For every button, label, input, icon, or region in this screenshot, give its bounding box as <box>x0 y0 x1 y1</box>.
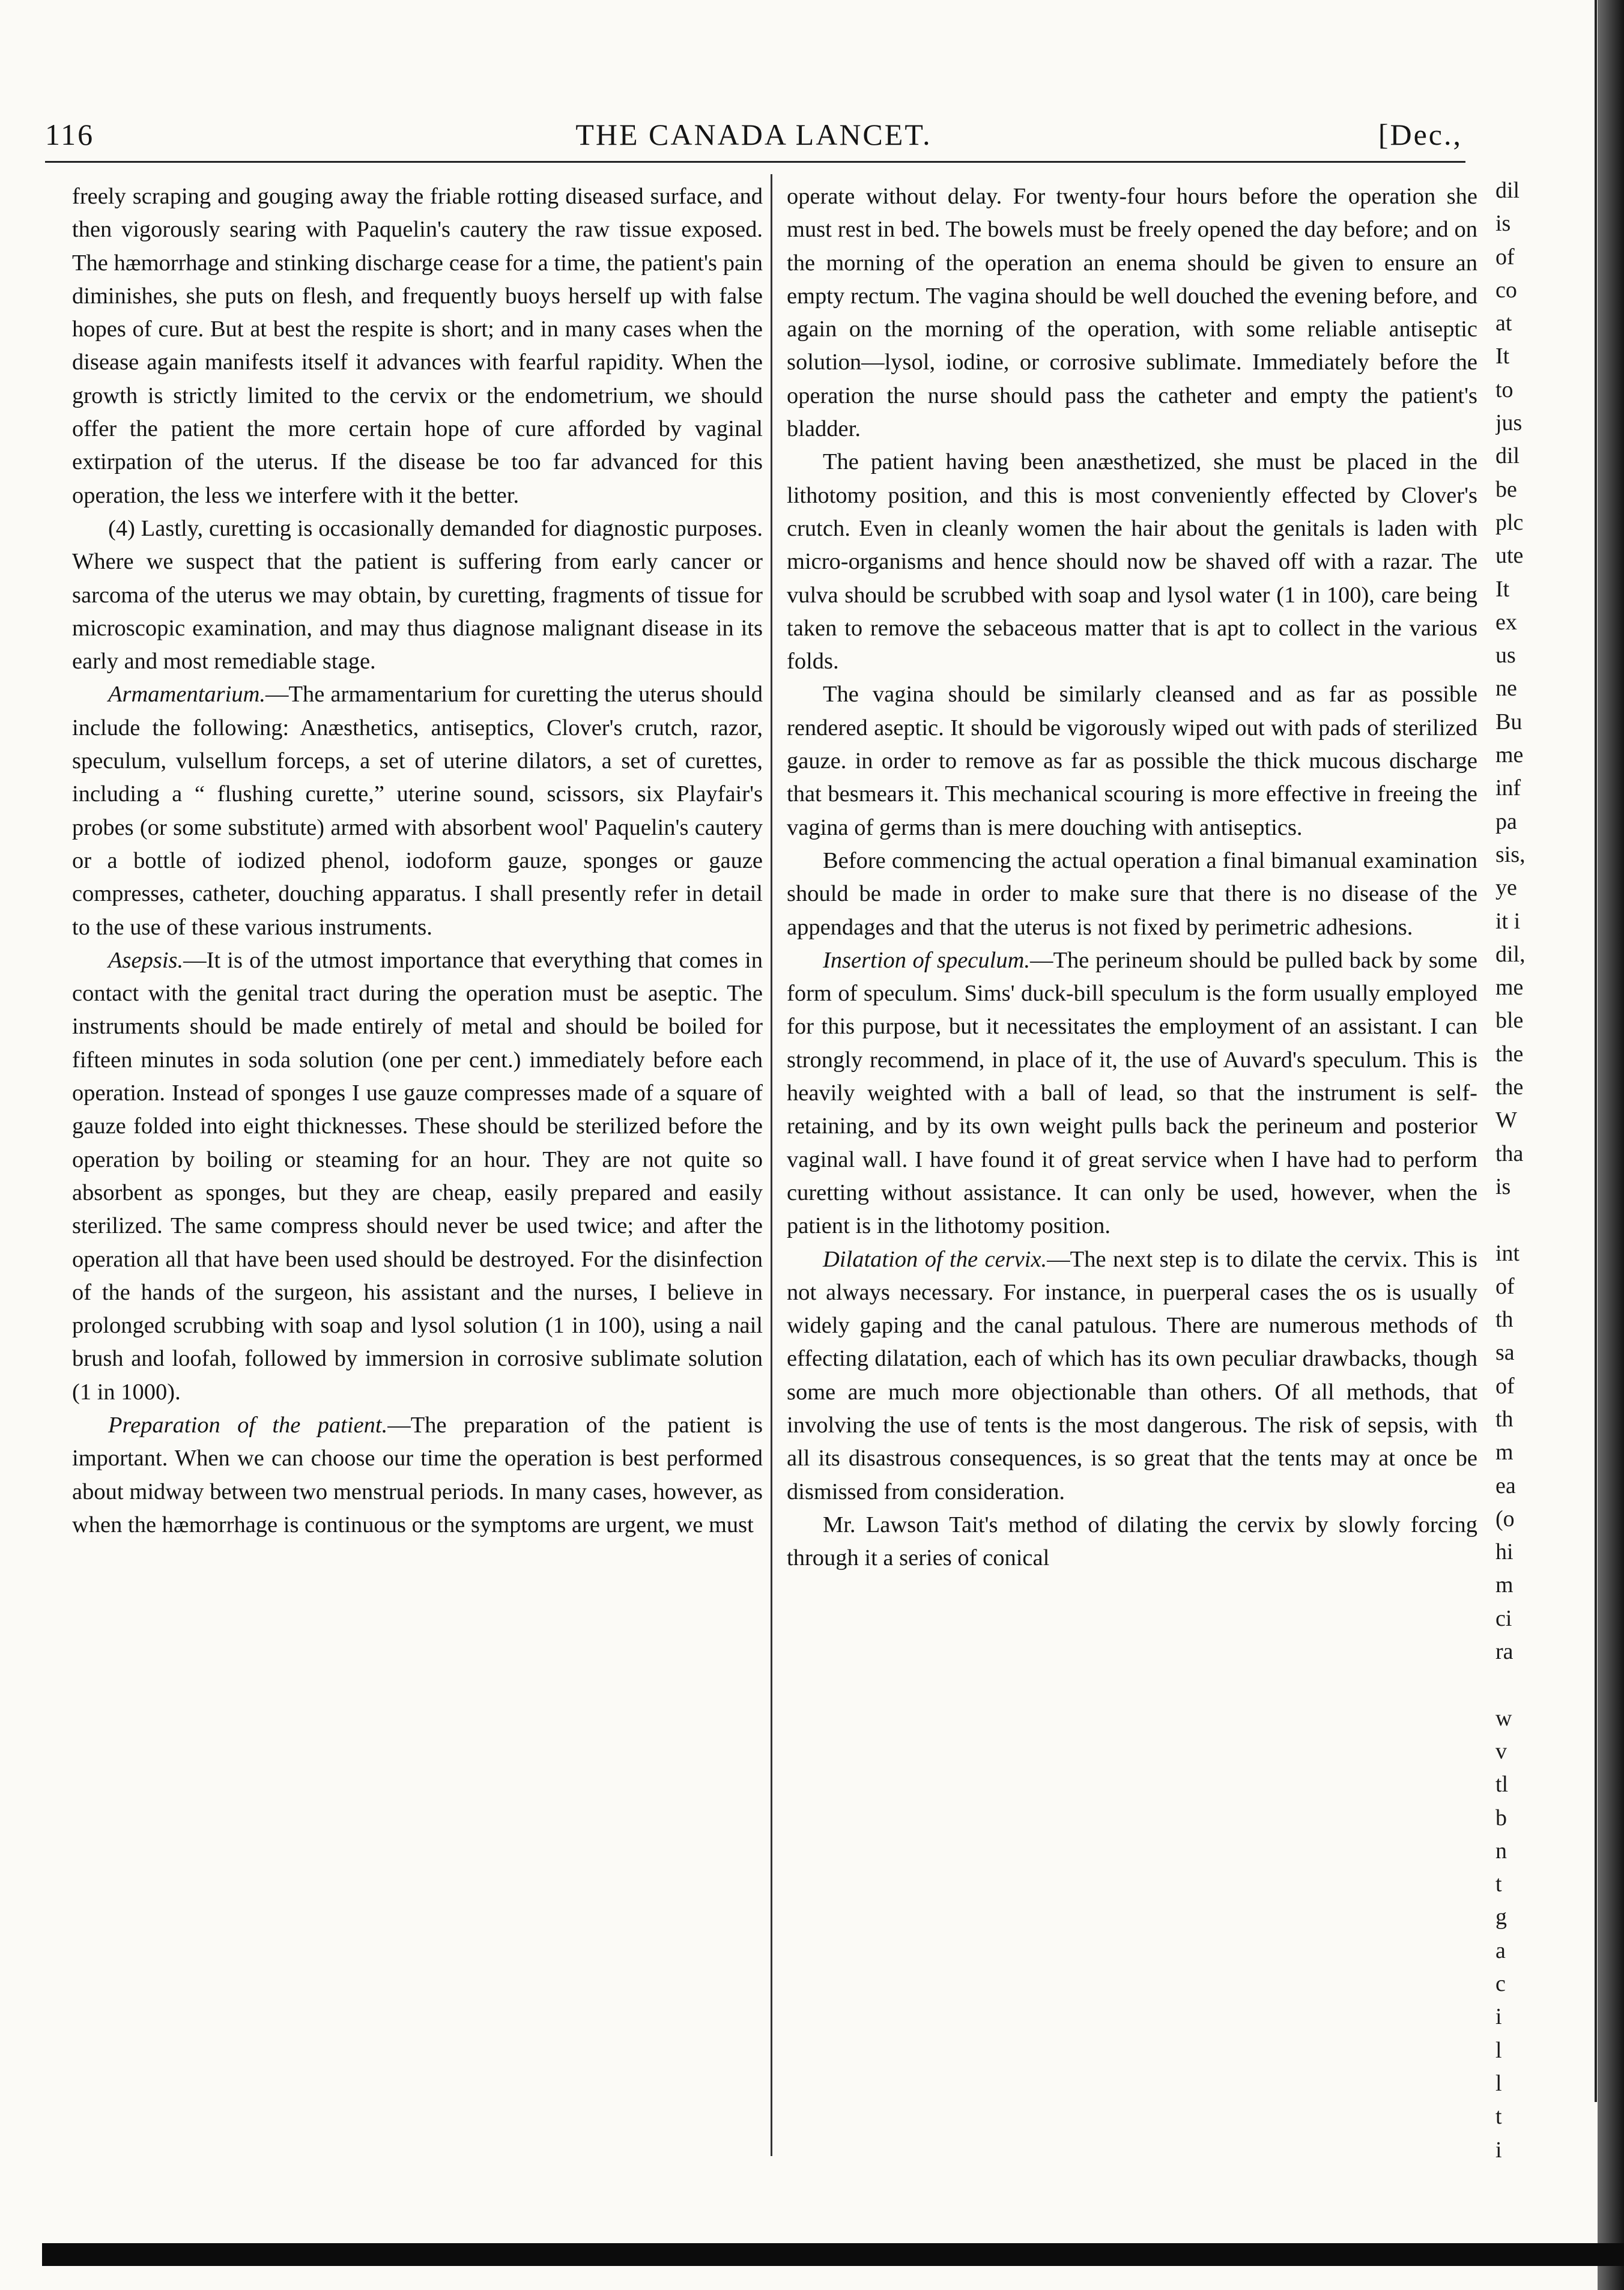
facing-page-edge <box>1495 174 1598 2167</box>
edge-fragment: me <box>1495 742 1524 768</box>
edge-fragment: i <box>1495 2137 1502 2163</box>
paragraph-text: —The next step is to dilate the cervix. This is not always necessary. For instance, in puerperal cases the os is usually widely gaping and the canal patulous. There are numerous methods of effecting dilatation, each of which has its own peculiar drawbacks, though some are much more objectionable than others. Of all methods, that involving the use of tents is the most dangerous. The risk of sepsis, with all its disastrous consequences, is so great that the tents may at once be dismissed from consideration. <box>787 1246 1477 1504</box>
edge-fragment: it i <box>1495 908 1521 934</box>
issue-date: [Dec., <box>1378 118 1462 151</box>
edge-fragment: tl <box>1495 1772 1509 1798</box>
paragraph-text: (4) Lastly, curetting is occasionally demanded for diagnostic purposes. Where we suspect that the patient is suffering from early cancer or sarcoma of the uterus we may obtain, by curetting, fragments of tissue for microscopic examination, and may thus diagnose malignant disease in its early and most remediable stage. <box>72 515 763 674</box>
journal-title: THE CANADA LANCET. <box>575 118 932 151</box>
running-header <box>45 117 1462 165</box>
edge-fragment: is <box>1495 1174 1511 1199</box>
edge-fragment: sa <box>1495 1340 1515 1366</box>
left-column <box>72 180 763 1542</box>
edge-fragment: plc <box>1495 509 1524 535</box>
edge-fragment: l <box>1495 2037 1502 2063</box>
section-label: Insertion of speculum. <box>823 947 1031 973</box>
edge-fragment: the <box>1495 1041 1524 1067</box>
edge-fragment: n <box>1495 1838 1507 1864</box>
edge-fragment: v <box>1495 1738 1507 1764</box>
edge-fragment: ble <box>1495 1008 1524 1034</box>
paragraph <box>787 180 1477 446</box>
column-divider <box>771 174 772 2156</box>
paragraph <box>787 1243 1477 1509</box>
paragraph-text: Before commencing the actual operation a final bimanual examination should be made in order to make sure that there is no disease of the appendages and that the uterus is not fixed by perimetric adhesions. <box>787 847 1477 940</box>
edge-fragment: m <box>1495 1440 1513 1465</box>
edge-fragment: sis, <box>1495 841 1526 867</box>
edge-fragment: Bu <box>1495 709 1522 735</box>
edge-fragment: inf <box>1495 775 1521 801</box>
edge-fragment: dil <box>1495 443 1520 469</box>
edge-fragment: pa <box>1495 808 1517 834</box>
paragraph-text: The patient having been anæsthetized, she must be placed in the lithotomy position, and this is most conveniently effected by Clover's crutch. Even in cleanly women the hair about the genitals is laden with micro-organisms and hence should now be shaved off with a razar. The vulva should be scrubbed with soap and lysol water (1 in 100), care being taken to remove the sebaceous matter that is apt to collect in the various folds. <box>787 449 1477 674</box>
edge-fragment: hi <box>1495 1539 1513 1565</box>
header-rule <box>45 161 1465 163</box>
paragraph-text: The vagina should be similarly cleansed and as far as possible rendered aseptic. It should be vigorously wiped out with pads of sterilized gauze. in order to remove as far as possible the thick mucous discharge that besmears it. This mechanical scouring is more effective in freeing the vagina of germs than is mere douching with antiseptics. <box>787 682 1477 840</box>
section-label: Asepsis. <box>108 947 184 973</box>
edge-fragment: me <box>1495 975 1524 1001</box>
edge-fragment: ci <box>1495 1605 1512 1631</box>
edge-fragment: is <box>1495 211 1511 237</box>
edge-fragment: w <box>1495 1705 1512 1731</box>
edge-fragment: us <box>1495 643 1516 668</box>
binding-shadow <box>1598 0 1624 2290</box>
edge-fragment: t <box>1495 1871 1502 1897</box>
edge-fragment: W <box>1495 1107 1517 1133</box>
paragraph <box>72 1409 763 1542</box>
edge-fragment: co <box>1495 277 1517 303</box>
edge-fragment: th <box>1495 1307 1513 1333</box>
edge-fragment: ye <box>1495 875 1517 901</box>
scan-bottom-bar <box>42 2243 1624 2266</box>
edge-fragment: (o <box>1495 1506 1515 1531</box>
edge-fragment <box>1495 1668 1598 1701</box>
paragraph-text: —It is of the utmost importance that everything that comes in contact with the genital tract during the operation must be aseptic. The instruments should be made entirely of metal and should be boiled for fifteen minutes in soda solution (one per cent.) immediately before each operation. Instead of sponges I use gauze compresses made of a square of gauze folded into eight thicknesses. These should be sterilized before the operation by boiling or steaming for an hour. They are not quite so absorbent as sponges, but they are cheap, easily prepared and easily sterilized. The same compress should never be used twice; and after the operation all that have been used should be destroyed. For the disinfection of the hands of the surgeon, his assistant and the nurses, I believe in prolonged scrubbing with soap and lysol solution (1 in 100), using a nail brush and loofah, followed by immersion in corrosive sublimate solution (1 in 1000). <box>72 947 763 1405</box>
paragraph <box>72 944 763 1409</box>
paragraph <box>787 1509 1477 1575</box>
paragraph <box>72 180 763 512</box>
paragraph-text: —The armamentarium for curetting the uterus should include the following: Anæsthetics, antiseptics, Clover's crutch, razor, speculum, vulsellum forceps, a set of uterine dilators, a set of curettes, including a “ flushing curette,” uterine sound, scissors, six Playfair's probes (or some substitute) armed with absorbent wool' Paquelin's cautery or a bottle of iodized phenol, iodoform gauze, sponges or gauze compresses, catheter, douching apparatus. I shall presently refer in detail to the use of these various instruments. <box>72 682 763 940</box>
edge-fragment: ea <box>1495 1473 1516 1498</box>
edge-fragment: tha <box>1495 1140 1524 1166</box>
paragraph-text: operate without delay. For twenty-four hours before the operation she must rest in bed. The bowels must be freely opened the day before; and on the morning of the operation an enema should be given to ensure an empty rectum. The vagina should be well douched the evening before, and again on the morning of the operation, with some reliable antiseptic solution—lysol, iodine, or corrosive sublimate. Immediately before the operation the nurse should pass the catheter and empty the patient's bladder. <box>787 184 1477 442</box>
edge-fragment: a <box>1495 1937 1506 1963</box>
section-label: Preparation of the patient. <box>108 1412 388 1438</box>
edge-fragment: jus <box>1495 410 1522 436</box>
paragraph <box>787 844 1477 944</box>
paragraph <box>787 944 1477 1243</box>
paragraph-text: —The perineum should be pulled back by some form of speculum. Sims' duck-bill speculum is the form usually employed for this purpose, but it necessitates the employment of an assistant. I can strongly recommend, in place of it, the use of Auvard's speculum. This is heavily weighted with a ball of lead, so that the instrument is self-retaining, and by its own weight pulls back the perineum and posterior vaginal wall. I have found it of great service when I have had to perform curetting without assistance. It can only be used, however, when the patient is in the lithotomy position. <box>787 947 1477 1239</box>
edge-fragment: of <box>1495 1373 1515 1399</box>
edge-fragment: g <box>1495 1904 1507 1930</box>
edge-fragment: m <box>1495 1572 1513 1598</box>
edge-fragment: c <box>1495 1971 1506 1997</box>
edge-fragment: It <box>1495 344 1510 369</box>
edge-fragment: at <box>1495 310 1512 336</box>
page-gutter-line <box>1595 0 1597 2102</box>
right-column <box>787 180 1477 1575</box>
edge-fragment: ute <box>1495 543 1524 569</box>
edge-fragment: t <box>1495 2104 1502 2130</box>
edge-fragment: b <box>1495 1805 1507 1831</box>
paragraph <box>72 678 763 944</box>
paragraph-text: Mr. Lawson Tait's method of dilating the cervix by slowly forcing through it a series of conical <box>787 1512 1477 1571</box>
edge-fragment <box>1495 1204 1598 1237</box>
paragraph <box>787 446 1477 678</box>
edge-fragment: of <box>1495 244 1515 270</box>
edge-fragment: ra <box>1495 1639 1513 1665</box>
paragraph-text: —The preparation of the patient is important. When we can choose our time the operation is best performed about midway between two menstrual periods. In many cases, however, as when the hæmorrhage is continuous or the symptoms are urgent, we must <box>72 1412 763 1537</box>
edge-fragment: i <box>1495 2004 1502 2030</box>
paragraph <box>787 678 1477 844</box>
edge-fragment: the <box>1495 1074 1524 1100</box>
edge-fragment: th <box>1495 1406 1513 1432</box>
edge-fragment: ne <box>1495 676 1517 701</box>
edge-fragment: be <box>1495 476 1517 502</box>
page-number: 116 <box>45 118 95 151</box>
edge-fragment: int <box>1495 1240 1520 1266</box>
edge-fragment: dil <box>1495 178 1520 203</box>
edge-fragment: dil, <box>1495 941 1526 967</box>
edge-fragment: of <box>1495 1273 1515 1299</box>
edge-fragment: ex <box>1495 609 1517 635</box>
edge-fragment: It <box>1495 576 1510 602</box>
edge-fragment: to <box>1495 377 1513 402</box>
paragraph <box>72 512 763 678</box>
section-label: Dilatation of the cervix. <box>823 1246 1047 1272</box>
section-label: Armamentarium. <box>108 682 265 707</box>
edge-fragment: l <box>1495 2070 1502 2096</box>
paragraph-text: freely scraping and gouging away the friable rotting diseased surface, and then vigorously searing with Paquelin's cautery the raw tissue exposed. The hæmorrhage and stinking discharge cease for a time, the patient's pain diminishes, she puts on flesh, and frequently buoys herself up with false hopes of cure. But at best the respite is short; and in many cases when the disease again manifests itself it advances with fearful rapidity. When the growth is strictly limited to the cervix or the endometrium, we should offer the patient the more certain hope of cure afforded by vaginal extirpation of the uterus. If the disease be too far advanced for this operation, the less we interfere with it the better. <box>72 184 763 508</box>
